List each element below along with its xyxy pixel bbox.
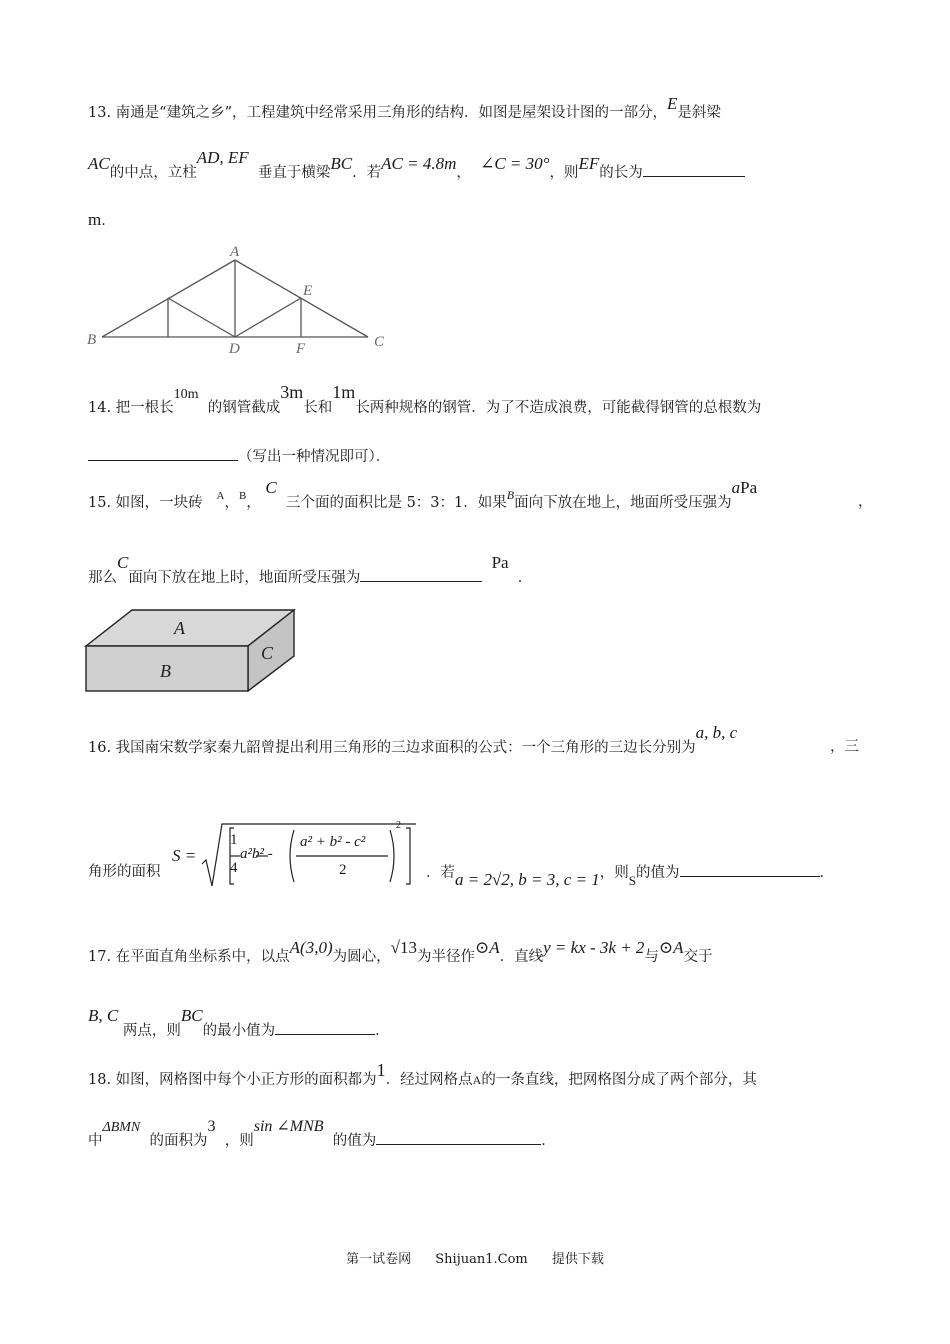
- q15-line1-end: [858, 492, 873, 512]
- q17-text: 交于: [683, 949, 713, 965]
- brick-label-b: B: [160, 661, 171, 681]
- q13-end: ．: [101, 213, 116, 229]
- q18-sin: sin ∠MNB: [253, 1118, 324, 1135]
- q17-text: 与: [644, 949, 659, 965]
- q18-text: 18. 如图，网格图中每个小正方形的面积都为: [88, 1072, 377, 1088]
- label-A: A: [230, 244, 240, 260]
- q16-four: 4: [230, 860, 238, 876]
- q16-s-var: S =: [172, 846, 197, 865]
- truss-figure: [85, 240, 405, 360]
- q16-two: 2: [339, 862, 347, 878]
- q16-text: ，三: [830, 739, 859, 755]
- label-E: E: [303, 283, 313, 299]
- label-D: D: [229, 341, 240, 357]
- q13-text: 是斜梁: [677, 105, 721, 121]
- brick-label-c: C: [261, 643, 274, 663]
- q18-line2: [88, 1118, 556, 1152]
- q18-text: ，则: [224, 1133, 254, 1149]
- q17-text: 为半径作: [416, 949, 475, 965]
- q13-text: 13. 南通是“建筑之乡”，工程建筑中经常采用三角形的结构．如图是屋架设计图的一部分，: [88, 105, 667, 121]
- q14-text: 的钢管截成: [207, 400, 281, 416]
- q14-line2: [88, 446, 390, 467]
- q13-text: 的中点，立柱: [109, 165, 197, 181]
- q15-pressure-unit: Pa: [740, 478, 758, 497]
- q16-end: ．: [819, 865, 835, 881]
- q14-text: 长两种规格的钢管．为了不造成浪费，可能截得钢管的总根数为: [355, 400, 762, 416]
- q13-var-bc: BC: [330, 154, 353, 173]
- q13-var-adef: AD, EF: [196, 148, 249, 167]
- q16-line2: [426, 862, 835, 889]
- q14-length: 10m: [173, 387, 199, 402]
- q13-text: 的长为: [599, 165, 643, 181]
- label-C: C: [374, 334, 385, 350]
- q16-vars: a, b, c: [695, 723, 738, 742]
- q15-face-c: C: [265, 478, 277, 497]
- q18-text: 的面积为: [149, 1133, 208, 1149]
- q15-text: 面向下放在地上，地面所受压强为: [514, 495, 732, 511]
- q16-text: ．若: [426, 865, 455, 881]
- q18-one: 1: [376, 1060, 386, 1080]
- q17-text: ．直线: [499, 949, 544, 965]
- footer-right: 提供下载: [551, 1252, 604, 1267]
- q15-sep: ，: [224, 495, 239, 511]
- q16-one: 1: [230, 832, 238, 848]
- q13-cond-angle: ∠C = 30°: [480, 154, 550, 173]
- q18-three: 3: [207, 1118, 216, 1135]
- footer-site[interactable]: Shijuan1.Com: [435, 1252, 528, 1267]
- q16-s-eq: [172, 846, 196, 867]
- q15-end: ．: [517, 570, 533, 586]
- q13-text: ，则: [549, 165, 579, 181]
- q15-sep: ，: [246, 495, 261, 511]
- q15-face-b: B: [238, 490, 247, 502]
- answer-blank[interactable]: [88, 446, 238, 461]
- q16-formula: [200, 820, 420, 890]
- q17-points: B, C: [88, 1006, 119, 1025]
- answer-blank[interactable]: [275, 1020, 375, 1035]
- q18-text: 中: [88, 1133, 103, 1149]
- q15-face-a: A: [216, 490, 225, 502]
- q17-radius: √13: [390, 938, 417, 957]
- q16-line2-label: [88, 862, 161, 882]
- q17-text: 为圆心，: [332, 949, 391, 965]
- q13-unit: m: [88, 210, 102, 229]
- q17-bc: BC: [180, 1006, 203, 1025]
- q17-line2: [88, 1006, 390, 1041]
- q15-text: 三个面的面积比是 5：3：1．如果: [285, 495, 507, 511]
- q18-text: 的一条直线，把网格图分成了两个部分，其: [481, 1072, 757, 1088]
- q13-line2: [88, 148, 745, 183]
- label-B: B: [87, 332, 97, 348]
- footer-left: 第一试卷网: [346, 1252, 412, 1267]
- q17-text: 17. 在平面直角坐标系中，以点: [88, 949, 290, 965]
- q15-text: 那么: [88, 570, 117, 586]
- q16-a2b2: a²b² -: [240, 846, 273, 862]
- q13-var-e: E: [667, 94, 678, 113]
- q13-var-ac: AC: [88, 154, 110, 173]
- q16-text: 16. 我国南宋数学家秦九韶曾提出利用三角形的三边求面积的公式：一个三角形的三边长分别为: [88, 740, 696, 756]
- q17-line-eq: y = kx - 3k + 2: [543, 938, 645, 957]
- q15-text: ，: [858, 494, 873, 510]
- label-F: F: [296, 341, 306, 357]
- q16-exponent: 2: [396, 820, 401, 831]
- q16-text: 的值为: [636, 865, 680, 881]
- q13-text: ，: [456, 165, 471, 181]
- q18-triangle: ΔBMN: [102, 1120, 141, 1135]
- q18-end: ．: [541, 1133, 556, 1149]
- q17-circle2: ⊙A: [658, 938, 684, 957]
- q14-text: 14. 把一根长: [88, 400, 174, 416]
- answer-blank[interactable]: [680, 862, 820, 877]
- brick-figure: [84, 608, 300, 694]
- q15-pressure-var: a: [731, 478, 741, 497]
- q14-text: （写出一种情况即可）．: [238, 449, 391, 465]
- q14-text: 长和: [303, 400, 333, 416]
- q17-line1: [88, 938, 713, 967]
- q15-text: 面向下放在地上时，地面所受压强为: [128, 570, 361, 586]
- q13-text: 垂直于横梁: [257, 165, 331, 181]
- q18-text: 的值为: [332, 1133, 377, 1149]
- q17-text: 两点，则: [122, 1023, 181, 1039]
- q17-text: 的最小值为: [202, 1023, 276, 1039]
- q15-unit: Pa: [491, 553, 509, 572]
- q16-text: ，则: [599, 865, 629, 881]
- q18-text: ．经过网格点: [385, 1072, 473, 1088]
- q14-size1: 3m: [280, 382, 304, 402]
- q15-face-c2: C: [117, 553, 129, 572]
- q17-circle: ⊙A: [474, 938, 500, 957]
- q15-face-b2: B: [506, 488, 515, 502]
- q16-radical: [200, 820, 420, 890]
- answer-blank[interactable]: [360, 567, 482, 582]
- q18-point-a: A: [472, 1073, 482, 1087]
- answer-blank[interactable]: [376, 1130, 541, 1145]
- brick-label-a: A: [174, 618, 185, 638]
- q13-line1: [88, 94, 721, 123]
- answer-blank[interactable]: [643, 162, 745, 177]
- q13-cond-ac: AC = 4.8m: [381, 154, 457, 173]
- q17-point: A(3,0): [289, 938, 333, 957]
- q16-numerator: a² + b² - c²: [300, 834, 366, 850]
- q16-line1-end: [830, 737, 859, 757]
- q13-line3: [88, 210, 116, 231]
- q16-text: 角形的面积: [88, 864, 161, 880]
- page-footer: [0, 1248, 950, 1267]
- q17-end: ．: [375, 1023, 390, 1039]
- q16-s-var2: S: [628, 873, 637, 888]
- q13-text: ．若: [352, 165, 382, 181]
- q15-text: 15. 如图，一块砖: [88, 495, 203, 511]
- q15-line1: [88, 478, 758, 514]
- q14-size2: 1m: [332, 382, 356, 402]
- q16-line1: [88, 723, 738, 758]
- q18-line1: [88, 1060, 757, 1090]
- q13-var-ef: EF: [578, 154, 600, 173]
- q16-condition: a = 2√2, b = 3, c = 1: [455, 870, 600, 889]
- q14-line1: [88, 382, 762, 419]
- q15-line2: [88, 553, 533, 588]
